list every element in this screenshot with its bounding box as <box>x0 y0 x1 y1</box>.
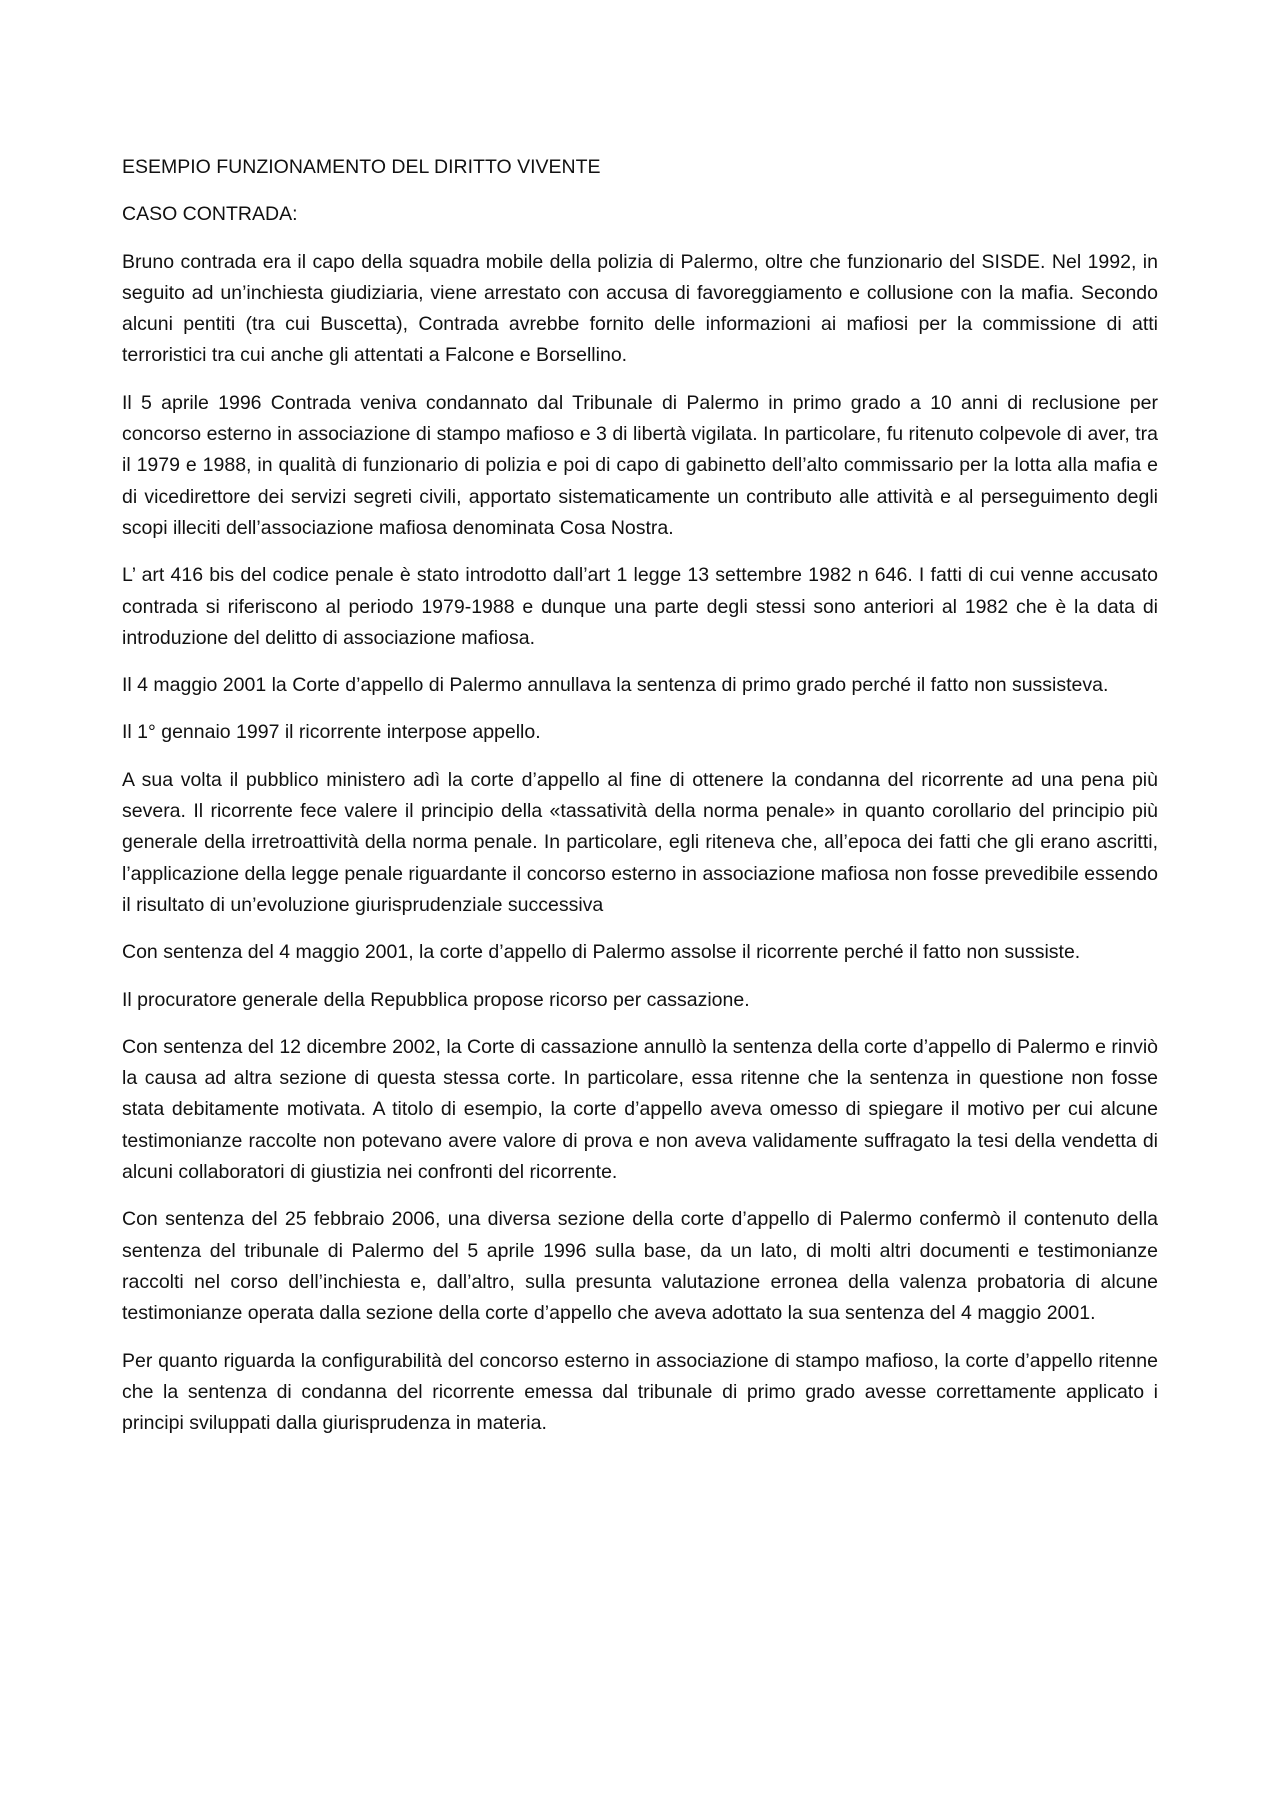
paragraph-10: Con sentenza del 25 febbraio 2006, una diversa sezione della corte d’appello di Palermo confermò il contenuto della sentenza del tribunale di Palermo del 5 aprile 1996 sulla base, da un lato, di molti altri documenti e testimonianze raccolti nel corso dell’inchiesta e, dall’altro, sulla presunta valutazione erronea della valenza probatoria di alcune testimonianze operata dalla sezione della corte d’appello che aveva adottato la sua sentenza del 4 maggio 2001. <box>122 1208 1158 1325</box>
paragraph-2: Il 5 aprile 1996 Contrada veniva condannato dal Tribunale di Palermo in primo grado a 10 anni di reclusione per concorso esterno in associazione di stampo mafioso e 3 di libertà vigilata. In particolare, fu ritenuto colpevole di aver, tra il 1979 e 1988, in qualità di funzionario di polizia e poi di capo di gabinetto dell’alto commissario per la lotta alla mafia e di vicedirettore dei servizi segreti civili, apportato sistematicamente un contributo alle attività e al perseguimento degli scopi illeciti dell’associazione mafiosa denominata Cosa Nostra. <box>122 391 1158 539</box>
paragraph-8: Il procuratore generale della Repubblica propose ricorso per cassazione. <box>122 988 750 1011</box>
document-subtitle: CASO CONTRADA: <box>122 203 298 226</box>
paragraph-5: Il 1° gennaio 1997 il ricorrente interpose appello. <box>122 721 541 744</box>
paragraph-4: Il 4 maggio 2001 la Corte d’appello di Palermo annullava la sentenza di primo grado perché il fatto non sussisteva. <box>122 674 1109 697</box>
paragraph-9: Con sentenza del 12 dicembre 2002, la Corte di cassazione annullò la sentenza della corte d’appello di Palermo e rinviò la causa ad altra sezione di questa stessa corte. In particolare, essa ritenne che la sentenza in questione non fosse stata debitamente motivata. A titolo di esempio, la corte d’appello aveva omesso di spiegare il motivo per cui alcune testimonianze raccolte non potevano avere valore di prova e non aveva validamente suffragato la tesi della vendetta di alcuni collaboratori di giustizia nei confronti del ricorrente. <box>122 1035 1158 1184</box>
document-body <box>122 152 1158 1455</box>
paragraph-11: Per quanto riguarda la configurabilità del concorso esterno in associazione di stampo mafioso, la corte d’appello ritenne che la sentenza di condanna del ricorrente emessa dal tribunale di primo grado avesse correttamente applicato i principi sviluppati dalla giurisprudenza in materia. <box>122 1349 1158 1435</box>
document-title: ESEMPIO FUNZIONAMENTO DEL DIRITTO VIVENTE <box>122 156 601 178</box>
paragraph-7: Con sentenza del 4 maggio 2001, la corte d’appello di Palermo assolse il ricorrente perché il fatto non sussiste. <box>122 941 1081 964</box>
paragraph-6: A sua volta il pubblico ministero adì la corte d’appello al fine di ottenere la condanna del ricorrente ad una pena più severa. Il ricorrente fece valere il principio della «tassatività della norma penale» in quanto corollario del principio più generale della irretroattività della norma penale. In particolare, egli riteneva che, all’epoca dei fatti che gli erano ascritti, l’applicazione della legge penale riguardante il concorso esterno in associazione mafiosa non fosse prevedibile essendo il risultato di un’evoluzione giurisprudenziale successiva <box>122 768 1158 916</box>
paragraph-3: L’ art 416 bis del codice penale è stato introdotto dall’art 1 legge 13 settembre 1982 n 646. I fatti di cui venne accusato contrada si riferiscono al periodo 1979-1988 e dunque una parte degli stessi sono anteriori al 1982 che è la data di introduzione del delitto di associazione mafiosa. <box>122 564 1158 649</box>
paragraph-1: Bruno contrada era il capo della squadra mobile della polizia di Palermo, oltre che funzionario del SISDE. Nel 1992, in seguito ad un’inchiesta giudiziaria, viene arrestato con accusa di favoreggiamento e collusione con la mafia. Secondo alcuni pentiti (tra cui Buscetta), Contrada avrebbe fornito delle informazioni ai mafiosi per la commissione di atti terroristici tra cui anche gli attentati a Falcone e Borsellino. <box>122 250 1158 367</box>
